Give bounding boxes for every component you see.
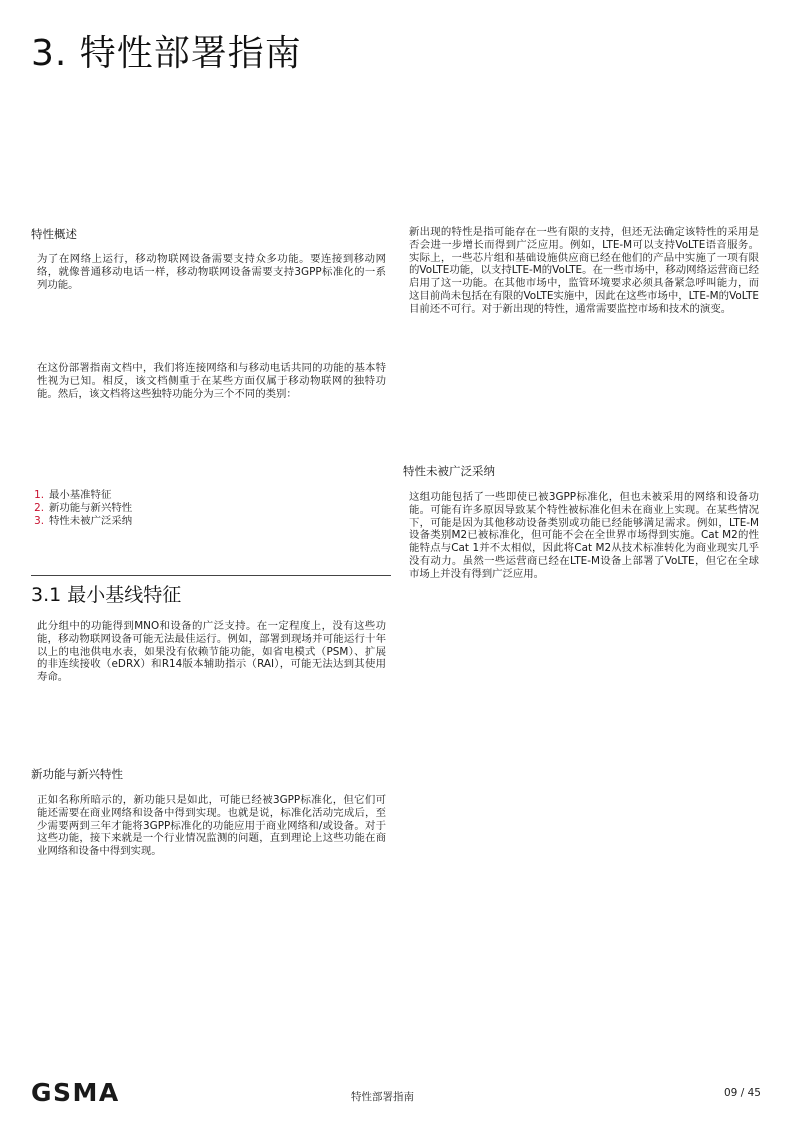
section-heading: 3.1 最小基线特征 — [31, 584, 182, 606]
list-number: 3. — [34, 515, 44, 527]
page-number: 09 / 45 — [724, 1087, 761, 1099]
footer-document-title: 特性部署指南 — [351, 1091, 414, 1103]
overview-paragraph-1: 为了在网络上运行，移动物联网设备需要支持众多功能。要连接到移动网络，就像普通移动电话一样，移动物联网设备需要支持3GPP标准化的一系列功能。 — [37, 253, 386, 291]
list-label: 新功能与新兴特性 — [49, 502, 133, 514]
new-features-paragraph: 正如名称所暗示的，新功能只是如此，可能已经被3GPP标准化，但它们可能还需要在商业网络和设备中得到实现。也就是说，标准化活动完成后，至少需要两到三年才能将3GPP标准化的功能应用于商业网络和/或设备。对于这些功能，接下来就是一个行业情况监测的问题，直到理论上这些功能在商业网络和设备中得到实现。 — [37, 794, 386, 858]
not-adopted-heading: 特性未被广泛采纳 — [403, 464, 495, 478]
overview-paragraph-2: 在这份部署指南文档中，我们将连接网络和与移动电话共同的功能的基本特性视为已知。相反，该文档侧重于在某些方面仅属于移动物联网的独特功能。然后，该文档将这些独特功能分为三个不同的类别： — [37, 362, 386, 400]
logo-text: GSMA — [31, 1078, 120, 1106]
list-number: 1. — [34, 489, 44, 501]
list-item — [27, 515, 327, 528]
list-item — [27, 502, 327, 515]
gsma-logo — [31, 1078, 151, 1106]
list-item — [27, 489, 327, 502]
overview-heading: 特性概述 — [31, 227, 77, 241]
section-divider — [31, 575, 391, 576]
list-number: 2. — [34, 502, 44, 514]
category-list — [27, 489, 327, 528]
list-label: 最小基准特征 — [49, 489, 112, 501]
not-adopted-paragraph: 这组功能包括了一些即使已被3GPP标准化，但也未被采用的网络和设备功能。可能有许多原因导致某个特性被标准化但未在商业上实现。在某些情况下，可能是因为其他移动设备类别或功能已经能够满足需求。例如，LTE-M设备类别M2已被标准化，但可能不会在全世界市场得到实施。Cat M2的性能特点与Cat 1并不太相似，因此将Cat M2从技术标准转化为商业现实几乎没有动力。虽然一些运营商已经在LTE-M设备上部署了VoLTE，但它在全球市场上并没有得到广泛应用。 — [409, 491, 759, 580]
section-paragraph: 此分组中的功能得到MNO和设备的广泛支持。在一定程度上，没有这些功能，移动物联网设备可能无法最佳运行。例如，部署到现场并可能运行十年以上的电池供电水表，如果没有依赖节能功能，如省电模式（PSM）、扩展的非连续接收（eDRX）和R14版本辅助指示（RAI），可能无法达到其使用寿命。 — [37, 620, 386, 684]
list-label: 特性未被广泛采纳 — [49, 515, 133, 527]
page-title: 3. 特性部署指南 — [31, 33, 302, 74]
new-features-heading: 新功能与新兴特性 — [31, 767, 123, 781]
emerging-features-paragraph: 新出现的特性是指可能存在一些有限的支持，但还无法确定该特性的采用是否会进一步增长而得到广泛应用。例如，LTE-M可以支持VoLTE语音服务。实际上，一些芯片组和基础设施供应商已经在他们的产品中实施了一项有限的VoLTE功能，以支持LTE-M的VoLTE。在一些市场中，移动网络运营商已经启用了这一功能。在其他市场中，监管环境要求必须具备紧急呼叫能力，而这目前尚未包括在有限的VoLTE实施中，因此在这些市场中，LTE-M的VoLTE目前还不可行。对于新出现的特性，通常需要监控市场和技术的演变。 — [409, 226, 759, 315]
